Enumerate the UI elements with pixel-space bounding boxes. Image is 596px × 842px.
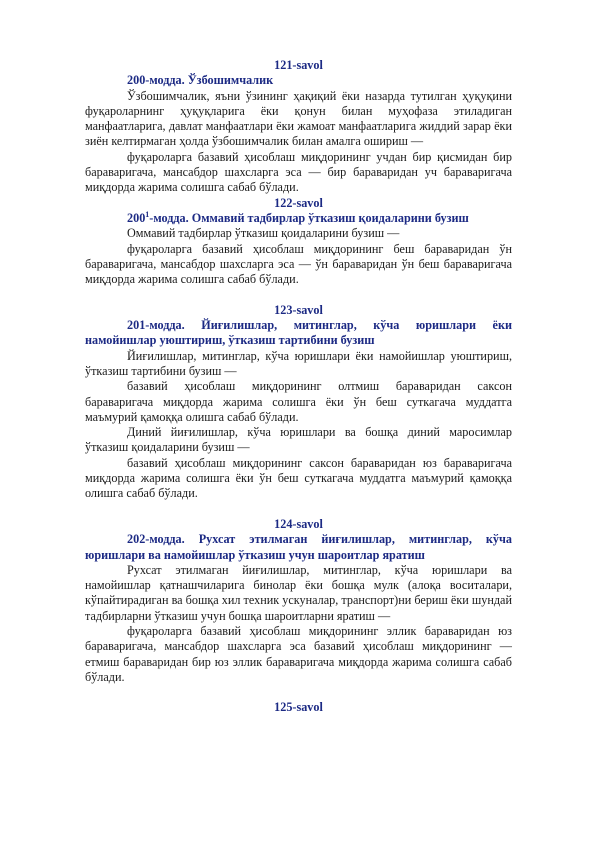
- spacer: [85, 685, 512, 700]
- article-title-text: -модда. Оммавий тадбирлар ўтказиш қоидаларини бузиш: [149, 210, 469, 225]
- article-title: 202-модда. Рухсат этилмаган йиғилишлар, митинглар, кўча юришлари ва намойишлар ўтказиш учун шароитлар яратиш: [85, 532, 512, 562]
- paragraph: базавий ҳисоблаш миқдорининг саксон бараваридан юз бараваригача миқдорда жарима солишга ёки ўн беш суткагача муддатга маъмурий қамоққа олишга сабаб бўлади.: [85, 455, 512, 501]
- paragraph: Йиғилишлар, митинглар, кўча юришлари ёки намойишлар уюштириш, ўтказиш тартибини бузиш —: [85, 348, 512, 378]
- question-heading: 123-savol: [274, 302, 323, 317]
- question-heading: 121-savol: [274, 58, 323, 72]
- paragraph: базавий ҳисоблаш миқдорининг олтмиш бараваридан саксон бараваригача миқдорда жарима солишга ёки ўн беш суткагача муддатга маъмурий қамоққа олишга сабаб бўлади.: [85, 379, 512, 424]
- spacer: [85, 502, 512, 517]
- paragraph: Оммавий тадбирлар ўтказиш қоидаларини бузиш —: [127, 226, 400, 241]
- article-title: 201-модда. Йиғилишлар, митинглар, кўча юришлари ёки намойишлар уюштириш, ўтказиш тартибини бузиш: [85, 318, 512, 348]
- article-title: 200-модда. Ўзбошимчалик: [127, 73, 274, 88]
- paragraph: фуқароларга базавий ҳисоблаш миқдорининг учдан бир қисмидан бир бараваригача, мансабдор шахсларга эса — бир бараваридан уч бараваригача миқдорда жарима солишга сабаб бўлади.: [85, 149, 512, 195]
- question-heading: 124-savol: [274, 516, 323, 531]
- question-heading: 125-savol: [274, 700, 323, 715]
- article-number: 200: [127, 210, 146, 225]
- question-heading: 122-savol: [274, 195, 323, 210]
- paragraph: Диний йиғилишлар, кўча юришлари ва бошқа диний маросимлар ўтказиш қоидаларини бузиш —: [85, 425, 512, 455]
- paragraph: Ўзбошимчалик, яъни ўзининг ҳақиқий ёки назарда тутилган ҳуқуқини фуқароларнинг ҳуқуқларига ёки қонун билан муҳофаза этиладиган манфаатларига, давлат манфаатлари ёки жамоат манфаатларига жиддий зарар ёки зиён келтирмаган ҳолда ўзбошимчалик билан амалга ошириш —: [85, 88, 512, 149]
- paragraph: фуқароларга базавий ҳисоблаш миқдорининг эллик бараваридан юз бараваригача, мансабдор шахсларга эса базавий ҳисоблаш миқдорининг — етмиш бараваридан бир юз эллик бараваригача миқдорда жарима солишга сабаб бўлади.: [85, 623, 512, 684]
- paragraph: фуқароларга базавий ҳисоблаш миқдорининг беш бараваридан ўн бараваригача, мансабдор шахсларга эса — ўн бараваридан ўн беш бараваригача миқдорда жарима солишга сабаб бўлади.: [85, 241, 512, 287]
- paragraph: Рухсат этилмаган йиғилишлар, митинглар, кўча юришлари ва намойишлар қатнашчиларига бинолар ёки бошқа мулк (алоқа воситалари, кўпайтирадиган ва бошқа хил техник ускуналар, транспорт)ни бериш ёки шундай тадбирларни ўтказиш учун бошқа шароитларни яратиш —: [85, 562, 512, 623]
- spacer: [85, 287, 512, 302]
- document-page: [85, 58, 512, 716]
- article-title: [85, 211, 512, 226]
- article-superscript: 1: [145, 209, 150, 219]
